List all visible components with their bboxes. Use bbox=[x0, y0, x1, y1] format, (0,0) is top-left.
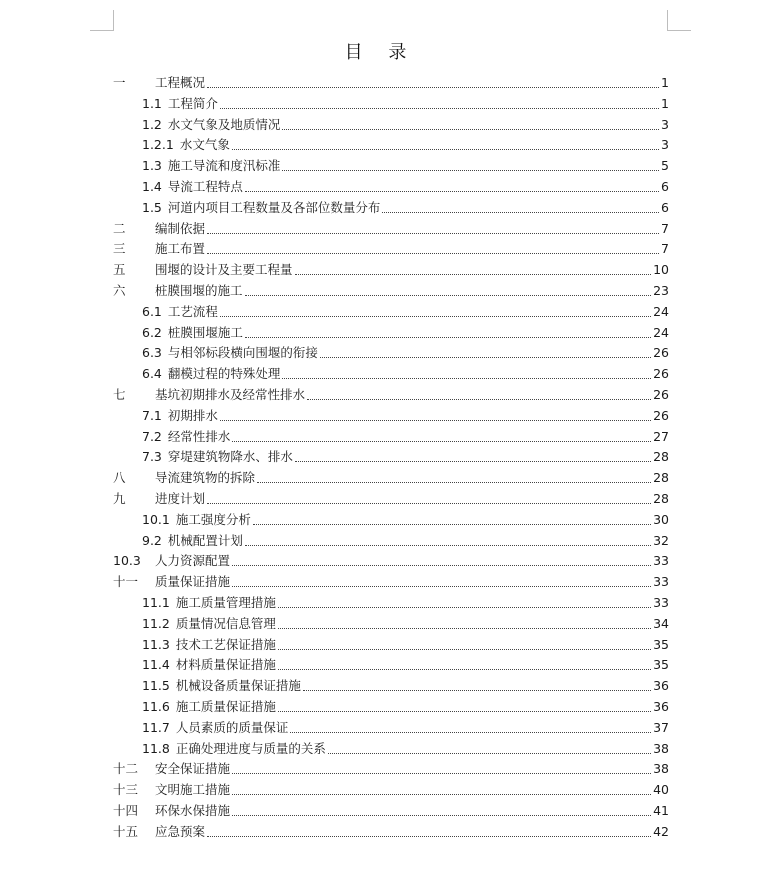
toc-entry-text: 穿堤建筑物降水、排水 bbox=[167, 449, 293, 465]
toc-entry-text: 材料质量保证措施 bbox=[175, 657, 276, 673]
toc-entry-number: 11.6 bbox=[142, 699, 170, 714]
toc-entry-page: 36 bbox=[653, 678, 669, 694]
toc-entry[interactable] bbox=[142, 178, 669, 196]
dot-leader bbox=[295, 273, 652, 275]
dot-leader bbox=[320, 356, 651, 358]
toc-entry[interactable] bbox=[142, 324, 669, 342]
toc-entry[interactable] bbox=[113, 282, 669, 300]
toc-entry-text: 与相邻标段横向围堰的衔接 bbox=[167, 345, 318, 361]
toc-entry-number: 十五 bbox=[113, 823, 139, 839]
toc-entry-text: 施工强度分析 bbox=[175, 511, 251, 527]
toc-entry-text: 工艺流程 bbox=[167, 303, 218, 319]
toc-entry-label bbox=[113, 469, 255, 487]
toc-entry-number: 7.3 bbox=[142, 449, 162, 465]
toc-entry-label bbox=[142, 677, 301, 695]
crop-mark-top-left bbox=[90, 10, 114, 31]
toc-entry-text: 导流工程特点 bbox=[167, 179, 243, 194]
toc-entry[interactable] bbox=[113, 760, 669, 778]
dot-leader bbox=[232, 440, 651, 442]
toc-entry-label bbox=[142, 428, 230, 446]
toc-entry-text: 桩膜围堰的施工 bbox=[155, 283, 243, 298]
toc-entry-label bbox=[142, 324, 243, 342]
toc-entry-text: 水文气象 bbox=[179, 137, 230, 153]
toc-entry-label bbox=[142, 511, 251, 529]
toc-entry[interactable] bbox=[142, 365, 669, 383]
toc-entry[interactable] bbox=[142, 95, 669, 113]
dot-leader bbox=[295, 460, 651, 462]
dot-leader bbox=[253, 523, 651, 525]
toc-entry-text: 经常性排水 bbox=[167, 428, 231, 444]
toc-entry-number: 六 bbox=[113, 283, 126, 298]
dot-leader bbox=[232, 793, 651, 795]
toc-entry-label bbox=[113, 386, 305, 404]
toc-entry-label bbox=[142, 448, 293, 466]
toc-entry-number: 1.4 bbox=[142, 179, 162, 194]
toc-entry-page: 26 bbox=[653, 366, 669, 382]
toc-entry-text: 施工质量管理措施 bbox=[175, 595, 276, 610]
toc-entry-number: 11.2 bbox=[142, 615, 170, 631]
toc-entry-text: 导流建筑物的拆除 bbox=[155, 470, 256, 486]
toc-entry-text: 安全保证措施 bbox=[155, 761, 231, 777]
toc-entry-page: 28 bbox=[653, 491, 669, 506]
toc-entry-page: 35 bbox=[653, 657, 669, 673]
dot-leader bbox=[303, 689, 651, 691]
toc-entry-page: 41 bbox=[653, 803, 669, 818]
toc-entry-label bbox=[142, 656, 276, 674]
toc-entry-text: 工程概况 bbox=[155, 75, 206, 90]
toc-entry-label bbox=[113, 760, 230, 778]
toc-entry-label bbox=[142, 740, 326, 758]
toc-entry[interactable] bbox=[142, 303, 669, 321]
toc-entry-text: 工程简介 bbox=[167, 95, 218, 111]
toc-entry-page: 42 bbox=[653, 823, 669, 839]
toc-entry-label bbox=[142, 636, 276, 654]
toc-entry-page: 28 bbox=[653, 449, 669, 465]
toc-entry-number: 十一 bbox=[113, 574, 139, 590]
toc-entry-number: 10.3 bbox=[113, 553, 141, 569]
toc-entry[interactable] bbox=[142, 698, 669, 716]
dot-leader bbox=[328, 752, 651, 754]
toc-entry[interactable] bbox=[142, 136, 669, 154]
toc-entry-label bbox=[142, 594, 276, 612]
toc-entry-label bbox=[113, 220, 205, 238]
toc-entry-page: 37 bbox=[653, 719, 669, 735]
toc-entry-label bbox=[113, 781, 230, 799]
toc-entry-page: 7 bbox=[661, 241, 669, 257]
toc-entry-number: 6.3 bbox=[142, 345, 162, 361]
toc-entry-text: 施工质量保证措施 bbox=[175, 699, 276, 714]
toc-entry-label bbox=[142, 95, 218, 113]
toc-entry-label bbox=[142, 116, 280, 134]
toc-entry-label bbox=[113, 823, 205, 841]
toc-entry-text: 施工布置 bbox=[155, 241, 206, 257]
dot-leader bbox=[207, 835, 651, 837]
toc-entry-page: 23 bbox=[653, 283, 669, 298]
toc-entry-page: 1 bbox=[661, 75, 669, 90]
dot-leader bbox=[278, 668, 651, 670]
toc-entry-number: 五 bbox=[113, 262, 126, 278]
dot-leader bbox=[282, 169, 659, 171]
toc-entry[interactable] bbox=[142, 594, 669, 612]
toc-entry-number: 十四 bbox=[113, 803, 139, 818]
toc-entry-label bbox=[142, 615, 276, 633]
toc-entry[interactable] bbox=[113, 220, 669, 238]
toc-entry-number: 1.1 bbox=[142, 95, 162, 111]
toc-entry-page: 27 bbox=[653, 428, 669, 444]
toc-entry[interactable] bbox=[142, 407, 669, 425]
toc-entry-number: 一 bbox=[113, 75, 126, 90]
toc-entry[interactable] bbox=[113, 781, 669, 799]
toc-entry-page: 10 bbox=[653, 262, 669, 278]
toc-entry-number: 10.1 bbox=[142, 511, 170, 527]
toc-entry-text: 机械设备质量保证措施 bbox=[175, 678, 301, 694]
dot-leader bbox=[257, 481, 651, 483]
toc-entry-number: 9.2 bbox=[142, 532, 162, 548]
toc-entry[interactable] bbox=[113, 261, 669, 279]
toc-entry-text: 人力资源配置 bbox=[155, 553, 231, 569]
toc-entry-number: 二 bbox=[113, 220, 126, 236]
toc-entry-label bbox=[142, 365, 280, 383]
toc-entry-page: 5 bbox=[661, 158, 669, 174]
toc-entry-text: 初期排水 bbox=[167, 407, 218, 423]
toc-entry-page: 6 bbox=[661, 179, 669, 194]
dot-leader bbox=[245, 544, 651, 546]
toc-title: 目 录 bbox=[344, 42, 417, 63]
dot-leader bbox=[207, 86, 659, 88]
toc-entry-label bbox=[113, 74, 205, 92]
toc-entry-label bbox=[113, 490, 205, 508]
toc-entry[interactable] bbox=[142, 719, 669, 737]
toc-entry[interactable] bbox=[142, 677, 669, 695]
toc-entry-text: 机械配置计划 bbox=[167, 532, 243, 548]
toc-entry-text: 施工导流和度汛标准 bbox=[167, 158, 281, 174]
toc-entry-text: 河道内项目工程数量及各部位数量分布 bbox=[167, 199, 381, 215]
toc-entry-page: 7 bbox=[661, 220, 669, 236]
toc-entry-page: 26 bbox=[653, 345, 669, 361]
toc-entry[interactable] bbox=[113, 573, 669, 591]
dot-leader bbox=[207, 252, 659, 254]
toc-entry-text: 人员素质的质量保证 bbox=[175, 719, 289, 735]
dot-leader bbox=[220, 419, 651, 421]
dot-leader bbox=[245, 190, 659, 192]
dot-leader bbox=[207, 232, 659, 234]
toc-entry-number: 1.5 bbox=[142, 199, 162, 215]
toc-entry[interactable] bbox=[142, 656, 669, 674]
dot-leader bbox=[278, 627, 651, 629]
toc-entry[interactable] bbox=[113, 490, 669, 508]
toc-entry[interactable] bbox=[142, 636, 669, 654]
toc-entry-text: 正确处理进度与质量的关系 bbox=[175, 740, 326, 756]
dot-leader bbox=[382, 211, 659, 213]
toc-entry-page: 6 bbox=[661, 199, 669, 215]
toc-entry-page: 34 bbox=[653, 615, 669, 631]
dot-leader bbox=[245, 294, 652, 296]
dot-leader bbox=[232, 772, 651, 774]
toc-entry-number: 1.2.1 bbox=[142, 137, 174, 153]
toc-entry-text: 质量情况信息管理 bbox=[175, 615, 276, 631]
toc-entry-page: 40 bbox=[653, 782, 669, 798]
toc-entry-label bbox=[142, 303, 218, 321]
toc-entry-page: 26 bbox=[653, 407, 669, 423]
toc-entry-label bbox=[142, 532, 243, 550]
toc-entry-page: 33 bbox=[653, 595, 669, 610]
toc-entry-label bbox=[113, 240, 205, 258]
toc-entry-page: 1 bbox=[661, 95, 669, 111]
toc-entry[interactable] bbox=[113, 552, 669, 570]
toc-entry-label bbox=[142, 407, 218, 425]
toc-entry-number: 11.1 bbox=[142, 595, 170, 610]
toc-entry-number: 11.3 bbox=[142, 636, 170, 652]
toc-entry-page: 33 bbox=[653, 553, 669, 569]
toc-entry-number: 七 bbox=[113, 387, 126, 402]
toc-entry[interactable] bbox=[113, 386, 669, 404]
dot-leader bbox=[278, 606, 651, 608]
toc-entry-number: 7.2 bbox=[142, 428, 162, 444]
toc-entry-number: 八 bbox=[113, 470, 126, 486]
toc-entry-number: 11.7 bbox=[142, 719, 170, 735]
toc-entry-number: 11.8 bbox=[142, 740, 170, 756]
toc-entry[interactable] bbox=[113, 469, 669, 487]
dot-leader bbox=[232, 814, 651, 816]
dot-leader bbox=[207, 502, 651, 504]
toc-entry-page: 3 bbox=[661, 116, 669, 132]
toc-entry-number: 十三 bbox=[113, 782, 139, 798]
toc-entry-number: 11.5 bbox=[142, 678, 170, 694]
toc-entry[interactable] bbox=[142, 448, 669, 466]
toc-entry[interactable] bbox=[113, 74, 669, 92]
toc-entry-text: 水文气象及地质情况 bbox=[167, 116, 281, 132]
toc-entry-text: 翻模过程的特殊处理 bbox=[167, 366, 281, 382]
toc-entry-label bbox=[142, 157, 280, 175]
toc-entry-text: 应急预案 bbox=[155, 823, 206, 839]
toc-entry-label bbox=[142, 719, 288, 737]
dot-leader bbox=[232, 148, 659, 150]
toc-entry-number: 11.4 bbox=[142, 657, 170, 673]
dot-leader bbox=[290, 731, 651, 733]
dot-leader bbox=[220, 315, 651, 317]
toc-entry-page: 38 bbox=[653, 761, 669, 777]
dot-leader bbox=[245, 336, 651, 338]
toc-entry-page: 33 bbox=[653, 574, 669, 590]
toc-entry[interactable] bbox=[113, 802, 669, 820]
toc-entry[interactable] bbox=[142, 428, 669, 446]
toc-entry-label bbox=[142, 136, 230, 154]
toc-entry-page: 24 bbox=[653, 303, 669, 319]
toc-entry-number: 1.3 bbox=[142, 158, 162, 174]
dot-leader bbox=[232, 585, 651, 587]
toc-entry-text: 环保水保措施 bbox=[155, 803, 231, 818]
toc-entry-number: 6.1 bbox=[142, 303, 162, 319]
toc-entry-page: 32 bbox=[653, 532, 669, 548]
toc-entry[interactable] bbox=[113, 823, 669, 841]
toc-entry-label bbox=[113, 282, 243, 300]
toc-entry-text: 基坑初期排水及经常性排水 bbox=[155, 387, 306, 402]
crop-mark-top-right bbox=[667, 10, 691, 31]
toc-entry-text: 桩膜围堰施工 bbox=[167, 324, 243, 340]
toc-entry-page: 30 bbox=[653, 511, 669, 527]
toc-entry-text: 进度计划 bbox=[155, 491, 206, 506]
toc-entry-number: 三 bbox=[113, 241, 126, 257]
toc-entry-number: 6.2 bbox=[142, 324, 162, 340]
toc-entry[interactable] bbox=[142, 199, 669, 217]
toc-entry-text: 文明施工措施 bbox=[155, 782, 231, 798]
dot-leader bbox=[282, 128, 659, 130]
toc-entry-number: 1.2 bbox=[142, 116, 162, 132]
toc-entry-text: 质量保证措施 bbox=[155, 574, 231, 590]
dot-leader bbox=[278, 710, 651, 712]
toc-entry-label bbox=[113, 261, 293, 279]
toc-entry-text: 围堰的设计及主要工程量 bbox=[155, 262, 293, 278]
toc-entry-label bbox=[142, 344, 318, 362]
toc-entry-label bbox=[142, 178, 243, 196]
toc-entry-page: 3 bbox=[661, 137, 669, 153]
toc-entry[interactable] bbox=[142, 615, 669, 633]
toc-entry-label bbox=[142, 698, 276, 716]
toc-entry-number: 十二 bbox=[113, 761, 139, 777]
toc-entry-text: 技术工艺保证措施 bbox=[175, 636, 276, 652]
toc-entry-page: 36 bbox=[653, 699, 669, 714]
toc-entry[interactable] bbox=[142, 511, 669, 529]
dot-leader bbox=[232, 564, 651, 566]
dot-leader bbox=[307, 398, 651, 400]
toc-entry[interactable] bbox=[142, 157, 669, 175]
toc-entry-label bbox=[113, 552, 230, 570]
toc-entry[interactable] bbox=[142, 116, 669, 134]
toc-entry[interactable] bbox=[142, 532, 669, 550]
dot-leader bbox=[278, 648, 651, 650]
dot-leader bbox=[282, 377, 651, 379]
toc-entry-number: 7.1 bbox=[142, 407, 162, 423]
toc-entry[interactable] bbox=[142, 740, 669, 758]
toc-entry-label bbox=[113, 573, 230, 591]
dot-leader bbox=[220, 107, 659, 109]
toc-entry-label bbox=[142, 199, 380, 217]
toc-entry-page: 28 bbox=[653, 470, 669, 486]
toc-entry[interactable] bbox=[113, 240, 669, 258]
toc-entry-number: 6.4 bbox=[142, 366, 162, 382]
toc-entry-page: 35 bbox=[653, 636, 669, 652]
toc-entry-number: 九 bbox=[113, 491, 126, 506]
toc-entry-page: 24 bbox=[653, 324, 669, 340]
toc-entry-page: 38 bbox=[653, 740, 669, 756]
toc-entry-label bbox=[113, 802, 230, 820]
toc-entry-text: 编制依据 bbox=[155, 220, 206, 236]
toc-entry[interactable] bbox=[142, 344, 669, 362]
toc-entry-page: 26 bbox=[653, 387, 669, 402]
